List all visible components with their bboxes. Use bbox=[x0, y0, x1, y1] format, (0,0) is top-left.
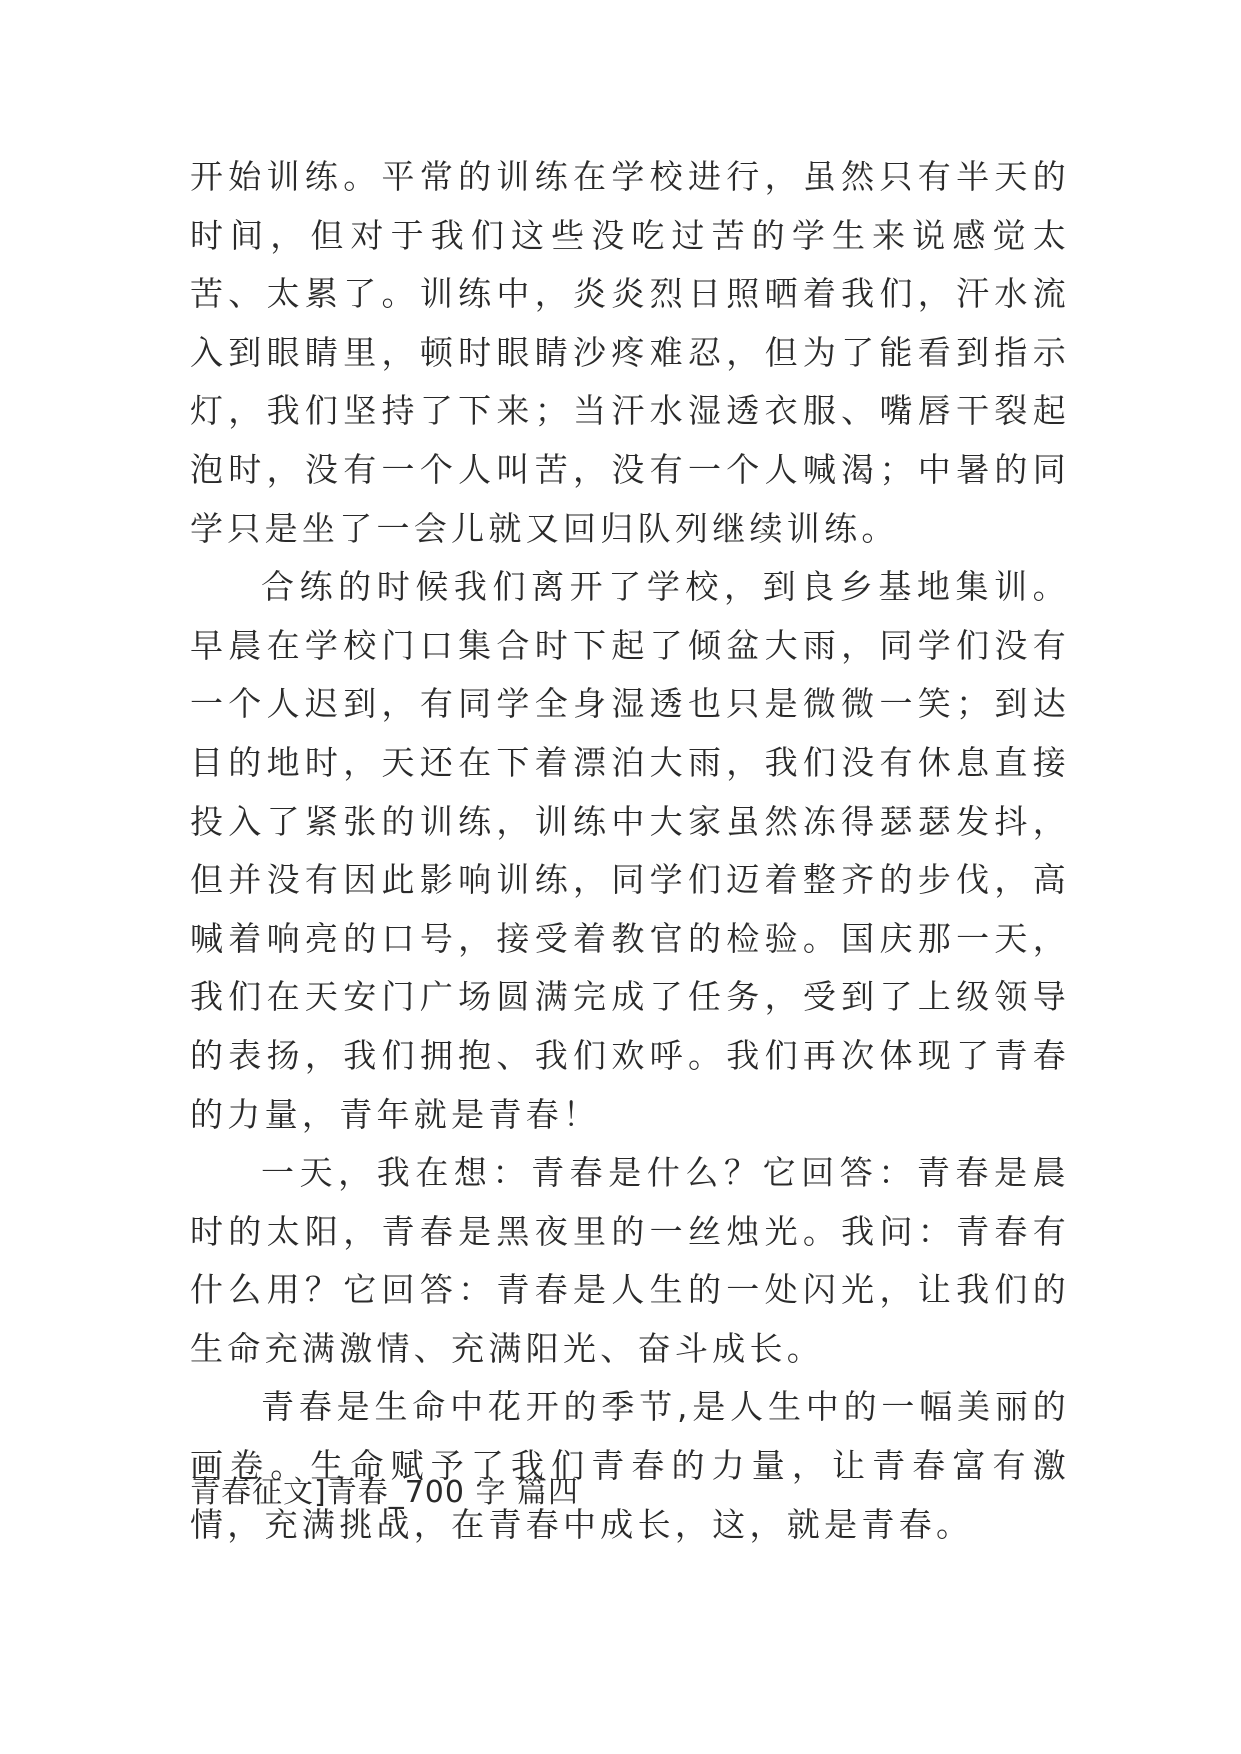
section-heading: 青春征文]青春_700 字 篇四 bbox=[190, 1475, 580, 1510]
paragraph-training: 开始训练。平常的训练在学校进行，虽然只有半天的时间，但对于我们这些没吃过苦的学生来说感觉太苦、太累了。训练中，炎炎烈日照晒着我们，汗水流入到眼睛里，顿时眼睛沙疼难忍，但为了能看到指示灯，我们坚持了下来；当汗水湿透衣服、嘴唇干裂起泡时，没有一个人叫苦，没有一个人喊渴；中暑的同学只是坐了一会儿就又回归队列继续训练。 bbox=[190, 157, 1070, 548]
document-body bbox=[190, 148, 1070, 1554]
paragraph-what-is-youth: 一天，我在想：青春是什么？它回答：青春是晨时的太阳，青春是黑夜里的一丝烛光。我问：青春有什么用？它回答：青春是人生的一处闪光，让我们的生命充满激情、充满阳光、奋斗成长。 bbox=[190, 1153, 1070, 1368]
paragraph-joint-training: 合练的时候我们离开了学校，到良乡基地集训。早晨在学校门口集合时下起了倾盆大雨，同学们没有一个人迟到，有同学全身湿透也只是微微一笑；到达目的地时，天还在下着漂泊大雨，我们没有休息直接投入了紧张的训练，训练中大家虽然冻得瑟瑟发抖，但并没有因此影响训练，同学们迈着整齐的步伐，高喊着响亮的口号，接受着教官的检验。国庆那一天，我们在天安门广场圆满完成了任务，受到了上级领导的表扬，我们拥抱、我们欢呼。我们再次体现了青春的力量，青年就是青春！ bbox=[190, 567, 1070, 1134]
paragraph-conclusion: 青春是生命中花开的季节,是人生中的一幅美丽的画卷。生命赋予了我们青春的力量，让青春富有激情，充满挑战，在青春中成长，这，就是青春。 bbox=[190, 1387, 1070, 1544]
